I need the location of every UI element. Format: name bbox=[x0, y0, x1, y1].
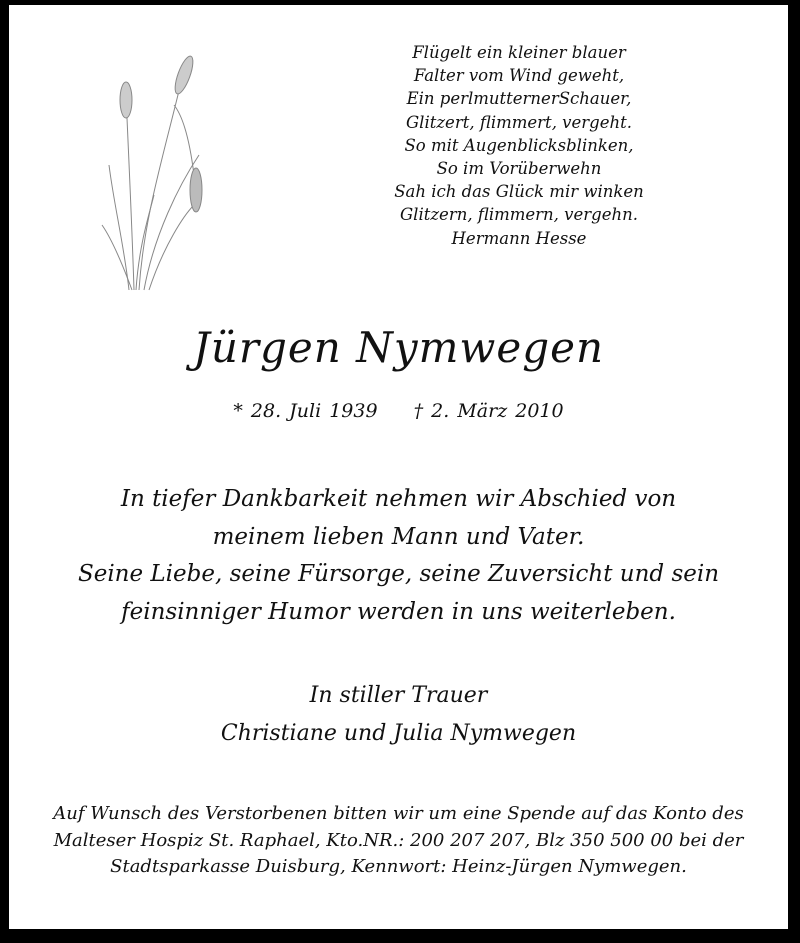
poem-line: So im Vorüberwehn bbox=[436, 159, 602, 179]
signature bbox=[9, 677, 788, 753]
poem-line: So mit Augenblicksblinken, bbox=[404, 135, 634, 155]
wheat-illustration bbox=[94, 45, 224, 295]
farewell-message bbox=[9, 481, 788, 631]
signature-intro: In stiller Trauer bbox=[309, 683, 488, 708]
message-line: feinsinniger Humor werden in uns weiterleben. bbox=[121, 598, 676, 625]
poem-line: Glitzern, flimmern, vergehn. bbox=[400, 205, 638, 225]
message-line: Seine Liebe, seine Fürsorge, seine Zuversicht und sein bbox=[77, 561, 720, 587]
poem-line: Flügelt ein kleiner blauer bbox=[412, 43, 626, 62]
poem-line: Falter vom Wind geweht, bbox=[413, 66, 625, 86]
death-date: † 2. März 2010 bbox=[413, 400, 564, 422]
poem bbox=[339, 41, 699, 250]
deceased-name: Jürgen Nymwegen bbox=[192, 323, 604, 372]
birth-date: * 28. Juli 1939 bbox=[233, 400, 378, 422]
poem-line: Glitzert, flimmert, vergeht. bbox=[406, 112, 632, 132]
poem-line: Ein perlmutternerSchauer, bbox=[406, 89, 632, 109]
message-line: meinem lieben Mann und Vater. bbox=[212, 523, 585, 550]
donation-line: Stadtsparkasse Duisburg, Kennwort: Heinz-Jürgen Nymwegen. bbox=[110, 856, 687, 877]
poem-author: Hermann Hesse bbox=[451, 228, 587, 248]
poem-line: Sah ich das Glück mir winken bbox=[394, 182, 644, 202]
donation-line: Malteser Hospiz St. Raphael, Kto.NR.: 200 207 207, Blz 350 500 00 bei der bbox=[53, 829, 744, 851]
life-dates bbox=[9, 400, 788, 422]
obituary-card bbox=[9, 5, 788, 929]
message-line: In tiefer Dankbarkeit nehmen wir Abschied von bbox=[120, 486, 677, 512]
donation-line: Auf Wunsch des Verstorbenen bitten wir um eine Spende auf das Konto des bbox=[53, 803, 744, 824]
signature-names: Christiane und Julia Nymwegen bbox=[220, 721, 577, 746]
donation-note bbox=[9, 801, 788, 881]
